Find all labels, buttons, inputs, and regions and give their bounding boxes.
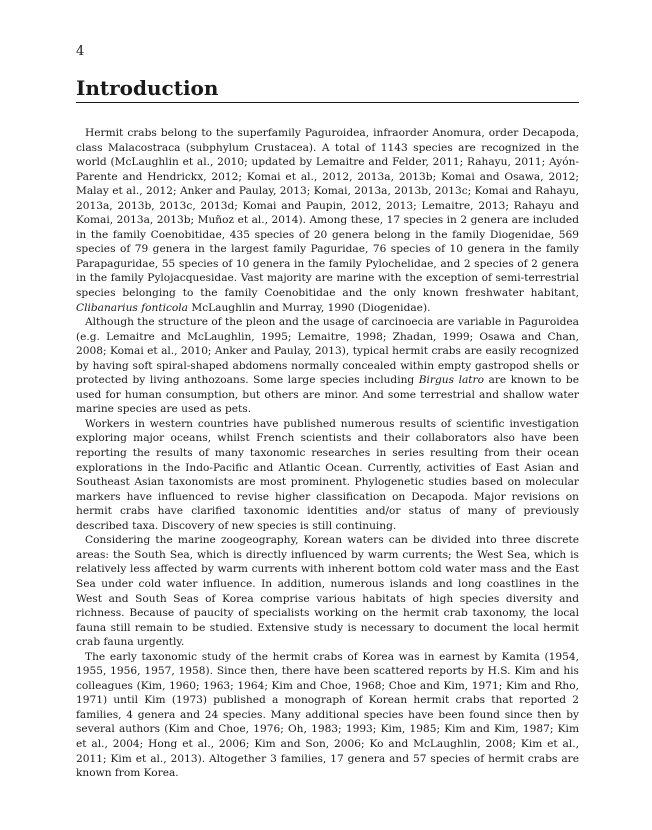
text-run: McLaughlin and Murray, 1990 (Diogenidae). bbox=[187, 301, 431, 314]
text-run: Workers in western countries have published numerous results of scientific investigation exploring major oceans, whilst French scientists and their collaborators also have been reporting the results of many taxonomic researches in series resulting from their ocean explorations in the Indo-Pacific and Atlantic Ocean. Currently, activities of East Asian and Southeast Asian taxonomists are most prominent. Phylogenetic studies based on molecular markers have influenced to revise higher classification on Decapoda. Major revisions on hermit crabs have clarified taxonomic identities and/or status of many of previously described taxa. Discovery of new species is still continuing. bbox=[76, 417, 579, 532]
text-run: are known to be used for human consumption, but others are minor. And some terrestrial and shallow water marine species are used as pets. bbox=[76, 374, 579, 416]
body-paragraph bbox=[76, 650, 579, 781]
body-paragraph bbox=[76, 126, 579, 315]
body-paragraph bbox=[76, 533, 579, 649]
body-paragraph bbox=[76, 417, 579, 533]
body-text bbox=[76, 126, 579, 781]
title-rule bbox=[76, 102, 579, 103]
page-number: 4 bbox=[76, 44, 85, 59]
species-name: Birgus latro bbox=[418, 374, 484, 387]
body-paragraph bbox=[76, 315, 579, 417]
text-run: The early taxonomic study of the hermit crabs of Korea was in earnest by Kamita (1954, 1955, 1956, 1957, 1958). Since then, there have been scattered reports by H.S. Kim and his colleagues (Kim, 1960; 1963; 1964; Kim and Choe, 1968; Choe and Kim, 1971; Kim and Rho, 1971) until Kim (1973) published a monograph of Korean hermit crabs that reported 2 families, 4 genera and 24 species. Many additional species have been found since then by several authors (Kim and Choe, 1976; Oh, 1983; 1993; Kim, 1985; Kim and Kim, 1987; Kim et al., 2004; Hong et al., 2006; Kim and Son, 2006; Ko and McLaughlin, 2008; Kim et al., 2011; Kim et al., 2013). Altogether 3 families, 17 genera and 57 species of hermit crabs are known from Korea. bbox=[76, 650, 579, 780]
text-run: Considering the marine zoogeography, Korean waters can be divided into three discrete areas: the South Sea, which is directly influenced by warm currents; the West Sea, which is relatively less affected by warm currents with inherent bottom cold water mass and the East Sea under cold water influence. In addition, numerous islands and long coastlines in the West and South Seas of Korea comprise various habitats of high species diversity and richness. Because of paucity of specialists working on the hermit crab taxonomy, the local fauna still remain to be studied. Extensive study is necessary to document the local hermit crab fauna urgently. bbox=[76, 534, 579, 649]
chapter-title: Introduction bbox=[76, 76, 219, 100]
text-run: Although the structure of the pleon and the usage of carcinoecia are variable in Paguroidea (e.g. Lemaitre and McLaughlin, 1995; Lemaitre, 1998; Zhadan, 1999; Osawa and Chan, 2008; Komai et al., 2010; Anker and Paulay, 2013), typical hermit crabs are easily recognized by having soft spiral-shaped abdomens normally concealed within empty gastropod shells or protected by living anthozoans. Some large species including bbox=[76, 316, 579, 387]
species-name: Clibanarius fonticola bbox=[76, 301, 188, 314]
text-run: Hermit crabs belong to the superfamily Paguroidea, infraorder Anomura, order Decapoda, class Malacostraca (subphylum Crustacea). A total of 1143 species are recognized in the world (McLaughlin et al., 2010; updated by Lemaitre and Felder, 2011; Rahayu, 2011; Ayón-Parente and Hendrickx, 2012; Komai et al., 2012, 2013a, 2013b; Komai and Osawa, 2012; Malay et al., 2012; Anker and Paulay, 2013; Komai, 2013a, 2013b, 2013c; Komai and Rahayu, 2013a, 2013b, 2013c, 2013d; Komai and Paupin, 2012, 2013; Lemaitre, 2013; Rahayu and Komai, 2013a, 2013b; Muñoz et al., 2014). Among these, 17 species in 2 genera are included in the family Coenobitidae, 435 species of 20 genera belong in the family Diogenidae, 569 species of 79 genera in the largest family Paguridae, 76 species of 10 genera in the family Parapaguridae, 55 species of 10 genera in the family Pylochelidae, and 2 species of 2 genera in the family Pylojacquesidae. Vast majority are marine with the exception of semi-terrestrial species belonging to the family Coenobitidae and the only known freshwater habitant, bbox=[76, 127, 579, 300]
